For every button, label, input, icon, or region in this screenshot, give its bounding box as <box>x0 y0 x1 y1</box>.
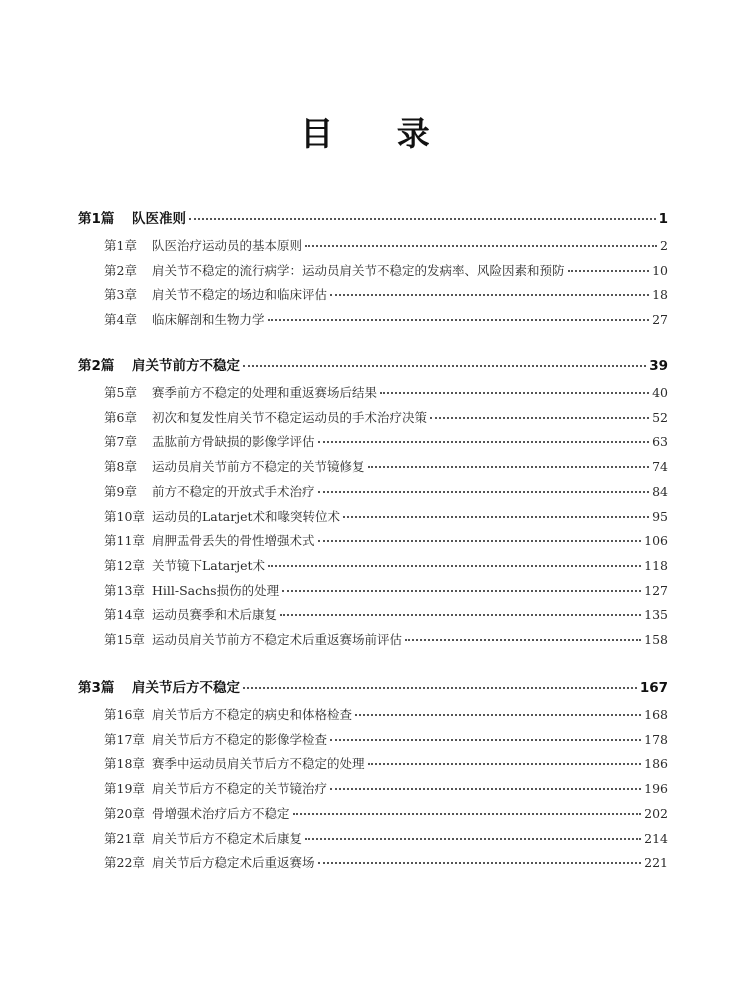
chapter-page-number: 127 <box>644 582 668 598</box>
chapter-title: 运动员肩关节前方不稳定术后重返赛场前评估 <box>152 632 403 647</box>
chapter-title: 队医治疗运动员的基本原则 <box>152 238 303 253</box>
chapter-page-number: 196 <box>644 781 668 797</box>
leader-dots <box>268 565 641 567</box>
toc-chapter-row[interactable] <box>78 705 668 727</box>
chapter-title: 运动员的Latarjet术和喙突转位术 <box>152 508 341 524</box>
part-title: 队医准则 <box>132 211 186 227</box>
leader-dots <box>368 763 642 765</box>
chapter-page-number: 40 <box>652 385 668 400</box>
toc-chapter-row[interactable] <box>78 605 668 627</box>
leader-dots <box>318 491 650 493</box>
chapter-number: 第16章 <box>104 707 145 722</box>
toc-chapter-row[interactable] <box>78 531 668 553</box>
part-title: 肩关节后方不稳定 <box>132 680 240 696</box>
leader-dots <box>568 270 650 272</box>
chapter-number: 第15章 <box>104 632 145 647</box>
chapter-title: 肩关节不稳定的场边和临床评估 <box>152 287 328 303</box>
chapter-title: 运动员肩关节前方不稳定的关节镜修复 <box>152 459 365 475</box>
chapter-page-number: 10 <box>652 262 668 278</box>
toc-chapter-row[interactable] <box>78 383 668 405</box>
chapter-title: 赛季中运动员肩关节后方不稳定的处理 <box>152 756 365 772</box>
chapter-number: 第13章 <box>104 582 145 598</box>
leader-dots <box>243 687 637 689</box>
chapter-number: 第8章 <box>104 459 137 475</box>
chapter-title: 肩关节后方稳定术后重返赛场 <box>152 855 315 871</box>
chapter-number: 第17章 <box>104 731 145 747</box>
chapter-number: 第12章 <box>104 557 145 573</box>
chapter-number: 第3章 <box>104 287 137 303</box>
leader-dots <box>189 218 656 220</box>
chapter-title: 肩关节后方不稳定术后康复 <box>152 830 303 846</box>
chapter-page-number: 2 <box>660 238 668 253</box>
chapter-number: 第2章 <box>104 262 137 278</box>
chapter-number: 第9章 <box>104 483 137 499</box>
chapter-title: 前方不稳定的开放式手术治疗 <box>152 483 315 499</box>
chapter-page-number: 202 <box>644 805 668 821</box>
chapter-page-number: 84 <box>652 483 668 499</box>
chapter-title: 肩关节后方不稳定的关节镜治疗 <box>152 781 328 797</box>
toc-part-row[interactable] <box>78 354 668 376</box>
leader-dots <box>280 614 641 616</box>
chapter-number: 第4章 <box>104 312 137 328</box>
chapter-title: 骨增强术治疗后方不稳定 <box>152 805 290 821</box>
chapter-page-number: 168 <box>644 707 668 722</box>
chapter-page-number: 221 <box>644 855 668 871</box>
chapter-page-number: 214 <box>644 830 668 846</box>
toc-chapter-row[interactable] <box>78 804 668 826</box>
chapter-title: 肩关节后方不稳定的病史和体格检查 <box>152 707 353 722</box>
toc-part-row[interactable] <box>78 676 668 698</box>
chapter-number: 第1章 <box>104 238 137 253</box>
toc-chapter-row[interactable] <box>78 261 668 283</box>
chapter-page-number: 27 <box>652 312 668 328</box>
toc-chapter-row[interactable] <box>78 730 668 752</box>
toc-chapter-row[interactable] <box>78 630 668 652</box>
part-page-number: 1 <box>658 211 668 227</box>
chapter-number: 第14章 <box>104 607 145 623</box>
chapter-number: 第11章 <box>104 533 145 549</box>
chapter-title: 盂肱前方骨缺损的影像学评估 <box>152 434 315 450</box>
toc-chapter-row[interactable] <box>78 829 668 851</box>
leader-dots <box>330 294 649 296</box>
chapter-number: 第18章 <box>104 756 145 772</box>
chapter-number: 第5章 <box>104 385 137 400</box>
toc-chapter-row[interactable] <box>78 581 668 603</box>
leader-dots <box>318 540 642 542</box>
leader-dots <box>355 714 641 716</box>
toc-chapter-row[interactable] <box>78 779 668 801</box>
leader-dots <box>268 319 650 321</box>
chapter-title: 关节镜下Latarjet术 <box>152 557 266 573</box>
toc-chapter-row[interactable] <box>78 236 668 258</box>
part-title: 肩关节前方不稳定 <box>132 358 240 374</box>
chapter-title: Hill-Sachs损伤的处理 <box>152 582 280 598</box>
part-number: 第1篇 <box>78 211 115 227</box>
leader-dots <box>430 417 649 419</box>
toc-chapter-row[interactable] <box>78 432 668 454</box>
leader-dots <box>330 788 641 790</box>
chapter-title: 初次和复发性肩关节不稳定运动员的手术治疗决策 <box>152 409 428 425</box>
toc-part-row[interactable] <box>78 207 668 229</box>
toc-chapter-row[interactable] <box>78 754 668 776</box>
toc-chapter-row[interactable] <box>78 285 668 307</box>
leader-dots <box>343 516 649 518</box>
leader-dots <box>405 639 641 641</box>
leader-dots <box>305 245 657 247</box>
chapter-number: 第6章 <box>104 409 137 425</box>
leader-dots <box>318 441 650 443</box>
chapter-page-number: 106 <box>644 533 668 549</box>
leader-dots <box>243 365 646 367</box>
toc-chapter-row[interactable] <box>78 310 668 332</box>
chapter-page-number: 135 <box>644 607 668 623</box>
chapter-title: 赛季前方不稳定的处理和重返赛场后结果 <box>152 385 378 400</box>
leader-dots <box>293 813 642 815</box>
chapter-number: 第19章 <box>104 781 145 797</box>
chapter-number: 第7章 <box>104 434 137 450</box>
chapter-page-number: 186 <box>644 756 668 772</box>
chapter-number: 第21章 <box>104 830 145 846</box>
toc-chapter-row[interactable] <box>78 457 668 479</box>
chapter-page-number: 18 <box>652 287 668 303</box>
leader-dots <box>380 392 649 394</box>
part-number: 第2篇 <box>78 358 115 374</box>
page-title: 目 录 <box>300 114 456 153</box>
chapter-title: 临床解剖和生物力学 <box>152 312 265 328</box>
chapter-title: 运动员赛季和术后康复 <box>152 607 278 623</box>
toc-chapter-row[interactable] <box>78 408 668 430</box>
chapter-page-number: 52 <box>652 409 668 425</box>
chapter-page-number: 95 <box>652 508 668 524</box>
leader-dots <box>318 862 642 864</box>
part-page-number: 167 <box>639 680 668 696</box>
chapter-page-number: 178 <box>644 731 668 747</box>
chapter-title: 肩关节不稳定的流行病学：运动员肩关节不稳定的发病率、风险因素和预防 <box>152 262 565 278</box>
chapter-page-number: 158 <box>644 632 668 647</box>
chapter-number: 第10章 <box>104 508 145 524</box>
leader-dots <box>330 739 641 741</box>
toc-chapter-row[interactable] <box>78 853 668 875</box>
chapter-number: 第20章 <box>104 805 145 821</box>
part-page-number: 39 <box>649 358 668 374</box>
part-number: 第3篇 <box>78 680 115 696</box>
chapter-number: 第22章 <box>104 855 145 871</box>
chapter-page-number: 74 <box>652 459 668 475</box>
toc-chapter-row[interactable] <box>78 556 668 578</box>
chapter-page-number: 118 <box>644 557 668 573</box>
leader-dots <box>368 466 650 468</box>
chapter-title: 肩关节后方不稳定的影像学检查 <box>152 731 328 747</box>
chapter-page-number: 63 <box>652 434 668 450</box>
leader-dots <box>282 590 641 592</box>
chapter-title: 肩胛盂骨丢失的骨性增强术式 <box>152 533 315 549</box>
toc-chapter-row[interactable] <box>78 482 668 504</box>
toc-chapter-row[interactable] <box>78 507 668 529</box>
leader-dots <box>305 838 641 840</box>
